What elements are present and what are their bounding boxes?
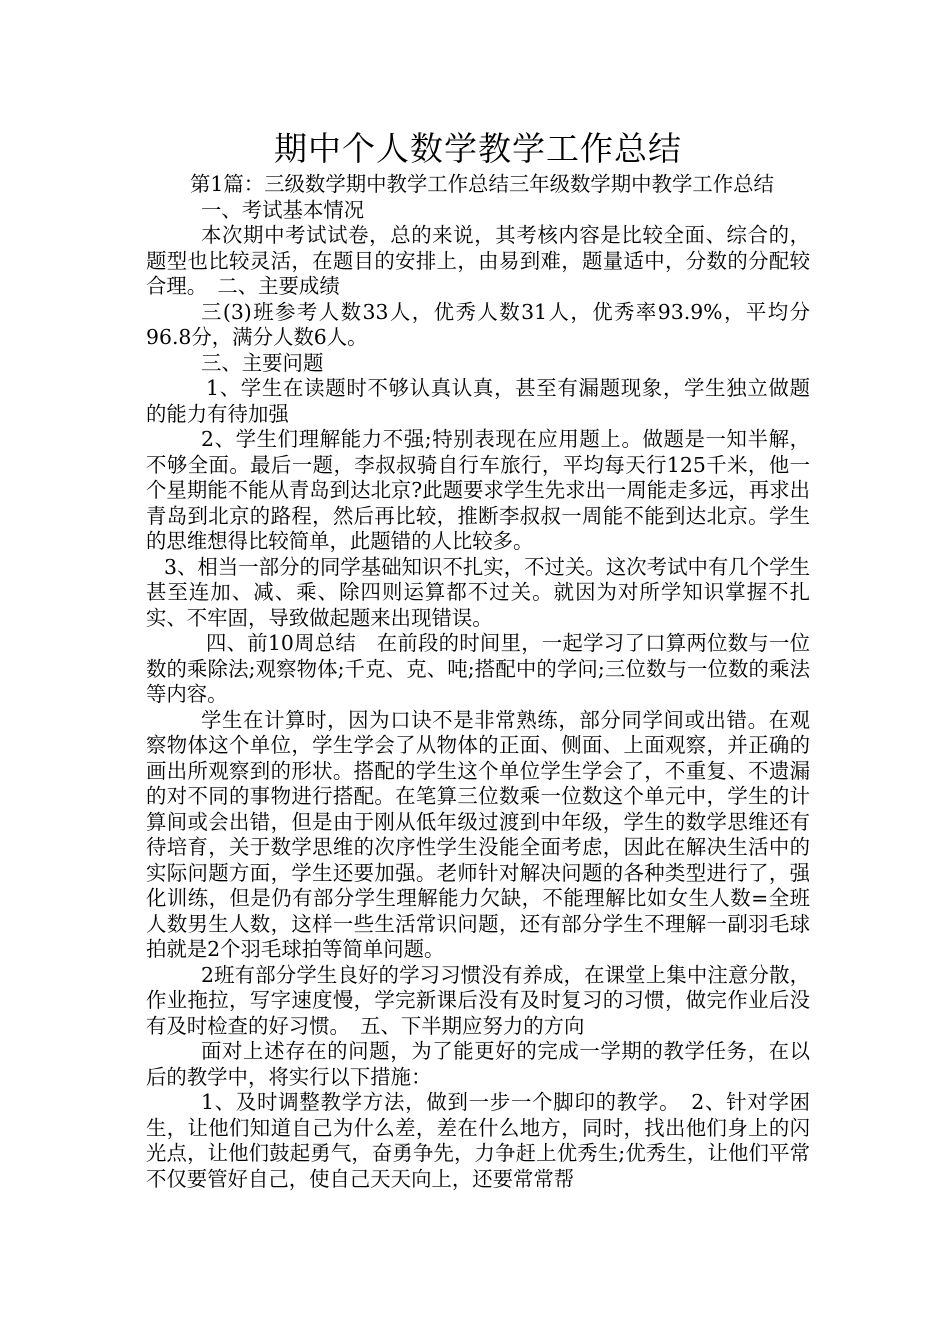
paragraph-problem-3: 3、相当一部分的同学基础知识不扎实，不过关。这次考试中有几个学生甚至连加、减、乘、除四则运算都不过关。就因为对所学知识掌握不扎实、不牢固，导致做起题来出现错误。 xyxy=(146,554,810,630)
paragraph-problem-2: 2、学生们理解能力不强;特别表现在应用题上。做题是一知半解，不够全面。最后一题，李叔叔骑自行车旅行，平均每天行125千米，他一个星期能不能从青岛到达北京?此题要求学生先求出一周能走多远，再求出青岛到北京的路程，然后再比较，推断李叔叔一周能不能到达北京。学生的思维想得比较简单，此题错的人比较多。 xyxy=(146,427,810,553)
paragraph-problem-1: 1、学生在读题时不够认真认真，甚至有漏题现象，学生独立做题的能力有待加强 xyxy=(146,376,810,426)
paragraph-section-1: 一、考试基本情况 xyxy=(201,197,365,222)
document-title: 期中个人数学教学工作总结 xyxy=(274,129,682,168)
paragraph-section-4: 四、前10周总结 在前段的时间里，一起学习了口算两位数与一位数的乘除法;观察物体;千克、克、吨;搭配中的学问;三位数与一位数的乘法等内容。 xyxy=(146,631,810,706)
paragraph-results: 三(3)班参考人数33人，优秀人数31人，优秀率93.9%，平均分96.8分，满分人数6人。 xyxy=(146,299,810,349)
paragraph-measures-intro: 面对上述存在的问题，为了能更好的完成一学期的教学任务，在以后的教学中，将实行以下措施： xyxy=(146,1039,810,1089)
document-page xyxy=(146,126,810,1192)
paragraph-exam-overview: 本次期中考试试卷，总的来说，其考核内容是比较全面、综合的，题型也比较灵活，在题目的安排上，由易到难，题量适中，分数的分配较合理。 二、主要成绩 xyxy=(146,223,810,298)
paragraph-section-3: 三、主要问题 xyxy=(201,350,324,375)
paragraph-class-2: 2班有部分学生良好的学习习惯没有养成，在课堂上集中注意分散，作业拖拉，写字速度慢，学完新课后没有及时复习的习惯，做完作业后没有及时检查的好习惯。 五、下半期应努力的方向 xyxy=(146,962,810,1038)
paragraph-analysis: 学生在计算时，因为口诀不是非常熟练，部分同学间或出错。在观察物体这个单位，学生学会了从物体的正面、侧面、上面观察，并正确的画出所观察到的形状。搭配的学生这个单位学生学会了，不重复、不遗漏的对不同的事物进行搭配。在笔算三位数乘一位数这个单元中，学生的计算间或会出错，但是由于刚从低年级过渡到中年级，学生的数学思维还有待培育，关于数学思维的次序性学生没能全面考虑，因此在解决生活中的实际问题方面，学生还要加强。老师针对解决问题的各种类型进行了，强化训练，但是仍有部分学生理解能力欠缺，不能理解比如女生人数=全班人数男生人数，这样一些生活常识问题，还有部分学生不理解一副羽毛球拍就是2个羽毛球拍等简单问题。 xyxy=(146,707,810,961)
paragraph-measures: 1、及时调整教学方法，做到一步一个脚印的教学。 2、针对学困生，让他们知道自己为什么差，差在什么地方，同时，找出他们身上的闪光点，让他们鼓起勇气，奋勇争先，力争赶上优秀生;优秀生，让他们平常不仅要管好自己，使自己天天向上，还要常常帮 xyxy=(146,1090,810,1191)
paragraph-heading-part1: 第1篇：三级数学期中教学工作总结三年级数学期中教学工作总结 xyxy=(190,172,774,196)
